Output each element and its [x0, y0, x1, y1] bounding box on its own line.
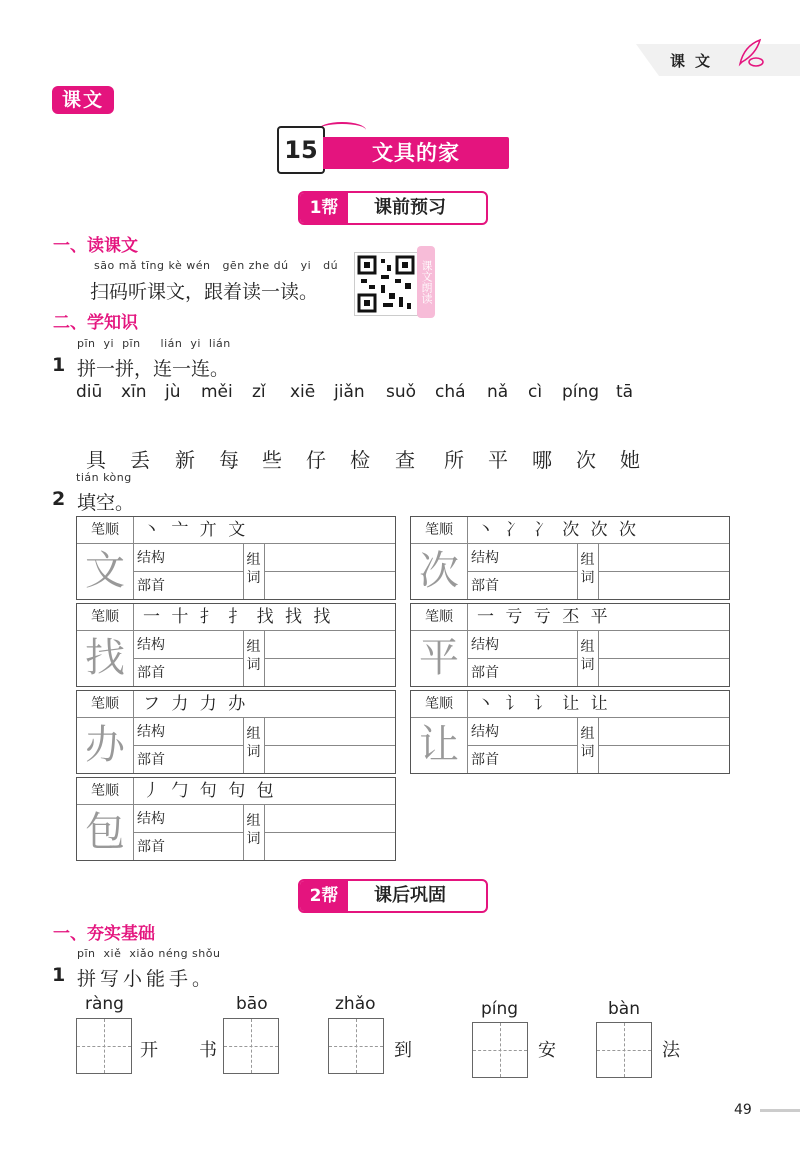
- help-2-label: 课后巩固: [374, 885, 446, 906]
- help-1-label: 课前预习: [374, 197, 446, 218]
- part3-heading: 一、夯实基础: [53, 924, 155, 944]
- stroke-card-rang: [410, 690, 730, 774]
- write-pinyin: píng: [481, 999, 519, 1019]
- write-before: 书: [199, 1040, 217, 1061]
- header-section-label: 课文: [670, 52, 721, 70]
- stroke-order: 丶 冫 冫 次 次 次: [477, 520, 640, 540]
- q1-number: 1: [52, 354, 66, 376]
- qr-code-icon: [355, 253, 417, 315]
- big-char: 找: [77, 630, 134, 686]
- zuci-label: 组词: [243, 630, 265, 686]
- bishun-label: 笔顺: [77, 517, 134, 543]
- bushou-label: 部首: [471, 752, 499, 768]
- bishun-label: 笔顺: [77, 778, 134, 804]
- writing-box[interactable]: [472, 1022, 528, 1078]
- hanzi-char: 检: [350, 448, 370, 472]
- writing-box[interactable]: [223, 1018, 279, 1074]
- stroke-order: 丿 勹 句 句 包: [143, 781, 277, 801]
- write-pinyin: bāo: [236, 994, 268, 1014]
- hanzi-char: 平: [488, 448, 508, 472]
- stroke-card-zhao: [76, 603, 396, 687]
- zuci-label: 组词: [243, 543, 265, 599]
- hanzi-char: 些: [262, 448, 282, 472]
- big-char: 让: [411, 717, 468, 773]
- jiegou-label: 结构: [137, 811, 165, 827]
- bishun-label: 笔顺: [411, 604, 468, 630]
- bishun-label: 笔顺: [77, 604, 134, 630]
- help-2-num: 2帮: [300, 881, 348, 911]
- pinyin-word: cì: [528, 382, 543, 402]
- write-after: 到: [394, 1040, 412, 1061]
- stroke-order: 一 十 扌 扌 找 找 找: [143, 607, 334, 627]
- writing-box[interactable]: [76, 1018, 132, 1074]
- hanzi-char: 具: [86, 448, 106, 472]
- hanzi-char: 次: [576, 448, 596, 472]
- zuci-label: 组词: [243, 804, 265, 860]
- bishun-label: 笔顺: [411, 691, 468, 717]
- q1-pinyin: pīn yi pīn lián yi lián: [77, 337, 231, 350]
- hanzi-char: 查: [395, 448, 415, 472]
- q2-instruction: 填空。: [77, 492, 135, 514]
- write-after: 开: [140, 1040, 158, 1061]
- hanzi-char: 哪: [532, 448, 552, 472]
- bushou-label: 部首: [137, 752, 165, 768]
- pinyin-word: tā: [616, 382, 634, 402]
- zuci-label: 组词: [577, 630, 599, 686]
- jiegou-label: 结构: [137, 637, 165, 653]
- big-char: 办: [77, 717, 134, 773]
- pinyin-word: diū: [76, 382, 103, 402]
- big-char: 次: [411, 543, 468, 599]
- q2-number: 2: [52, 488, 66, 510]
- big-char: 文: [77, 543, 134, 599]
- bushou-label: 部首: [471, 665, 499, 681]
- pinyin-word: xīn: [121, 382, 147, 402]
- hanzi-char: 每: [219, 448, 239, 472]
- stroke-order: 一 亏 亏 丕 平: [477, 607, 611, 627]
- stroke-order: 丶 讠 讠 让 让: [477, 694, 611, 714]
- help-1-header: [298, 191, 488, 225]
- pinyin-word: měi: [201, 382, 233, 402]
- pinyin-word: chá: [435, 382, 466, 402]
- jiegou-label: 结构: [137, 724, 165, 740]
- bushou-label: 部首: [137, 578, 165, 594]
- pinyin-word: nǎ: [487, 382, 509, 402]
- big-char: 平: [411, 630, 468, 686]
- write-pinyin: bàn: [608, 999, 640, 1019]
- bishun-label: 笔顺: [77, 691, 134, 717]
- page-divider: [760, 1109, 800, 1112]
- hanzi-char: 所: [444, 448, 464, 472]
- lesson-number: 15: [277, 126, 325, 174]
- stroke-card-bao: [76, 777, 396, 861]
- pinyin-word: jiǎn: [334, 382, 365, 402]
- stroke-order: フ 力 力 办: [143, 694, 249, 714]
- write-after: 法: [662, 1040, 680, 1061]
- p3q1-pinyin: pīn xiě xiǎo néng shǒu: [77, 947, 221, 960]
- feather-pen-icon: [734, 36, 764, 68]
- jiegou-label: 结构: [471, 637, 499, 653]
- zuci-label: 组词: [577, 543, 599, 599]
- help-1-num: 1帮: [300, 193, 348, 223]
- writing-box[interactable]: [328, 1018, 384, 1074]
- q1-instruction: 拼一拼，连一连。: [77, 358, 230, 380]
- pinyin-word: píng: [562, 382, 600, 402]
- part2-heading: 二、学知识: [53, 313, 138, 333]
- hanzi-char: 新: [175, 448, 195, 472]
- big-char: 包: [77, 804, 134, 860]
- stroke-card-ping: [410, 603, 730, 687]
- pinyin-word: xiē: [290, 382, 316, 402]
- section-badge: 课文: [52, 86, 114, 114]
- write-pinyin: ràng: [85, 994, 124, 1014]
- pinyin-word: zǐ: [252, 382, 266, 402]
- stroke-card-ban: [76, 690, 396, 774]
- p3q1-number: 1: [52, 964, 66, 986]
- zuci-label: 组词: [243, 717, 265, 773]
- bushou-label: 部首: [137, 839, 165, 855]
- part1-pinyin: sāo mǎ tīng kè wén gēn zhe dú yi dú: [94, 259, 339, 272]
- p3q1-instruction: 拼写小能手。: [77, 968, 216, 990]
- lesson-title: 文具的家: [323, 137, 509, 169]
- qr-side-label: 课文朗读: [417, 246, 435, 318]
- hanzi-char: 仔: [306, 448, 326, 472]
- help-2-header: [298, 879, 488, 913]
- hanzi-char: 她: [620, 448, 640, 472]
- page-number: 49: [734, 1102, 752, 1118]
- part1-heading: 一、读课文: [53, 236, 138, 256]
- write-pinyin: zhǎo: [335, 994, 376, 1014]
- book-decoration: [318, 122, 366, 138]
- q2-pinyin: tián kòng: [76, 471, 132, 484]
- hanzi-char: 丢: [130, 448, 150, 472]
- pinyin-word: suǒ: [386, 382, 417, 402]
- pinyin-word: jù: [165, 382, 181, 402]
- qr-code[interactable]: [354, 252, 418, 316]
- jiegou-label: 结构: [471, 550, 499, 566]
- jiegou-label: 结构: [137, 550, 165, 566]
- jiegou-label: 结构: [471, 724, 499, 740]
- stroke-card-wen: [76, 516, 396, 600]
- bishun-label: 笔顺: [411, 517, 468, 543]
- writing-box[interactable]: [596, 1022, 652, 1078]
- bushou-label: 部首: [471, 578, 499, 594]
- write-after: 安: [538, 1040, 556, 1061]
- stroke-card-ci: [410, 516, 730, 600]
- stroke-order: 丶 亠 亣 文: [143, 520, 249, 540]
- zuci-label: 组词: [577, 717, 599, 773]
- part1-instruction: 扫码听课文，跟着读一读。: [90, 281, 319, 303]
- bushou-label: 部首: [137, 665, 165, 681]
